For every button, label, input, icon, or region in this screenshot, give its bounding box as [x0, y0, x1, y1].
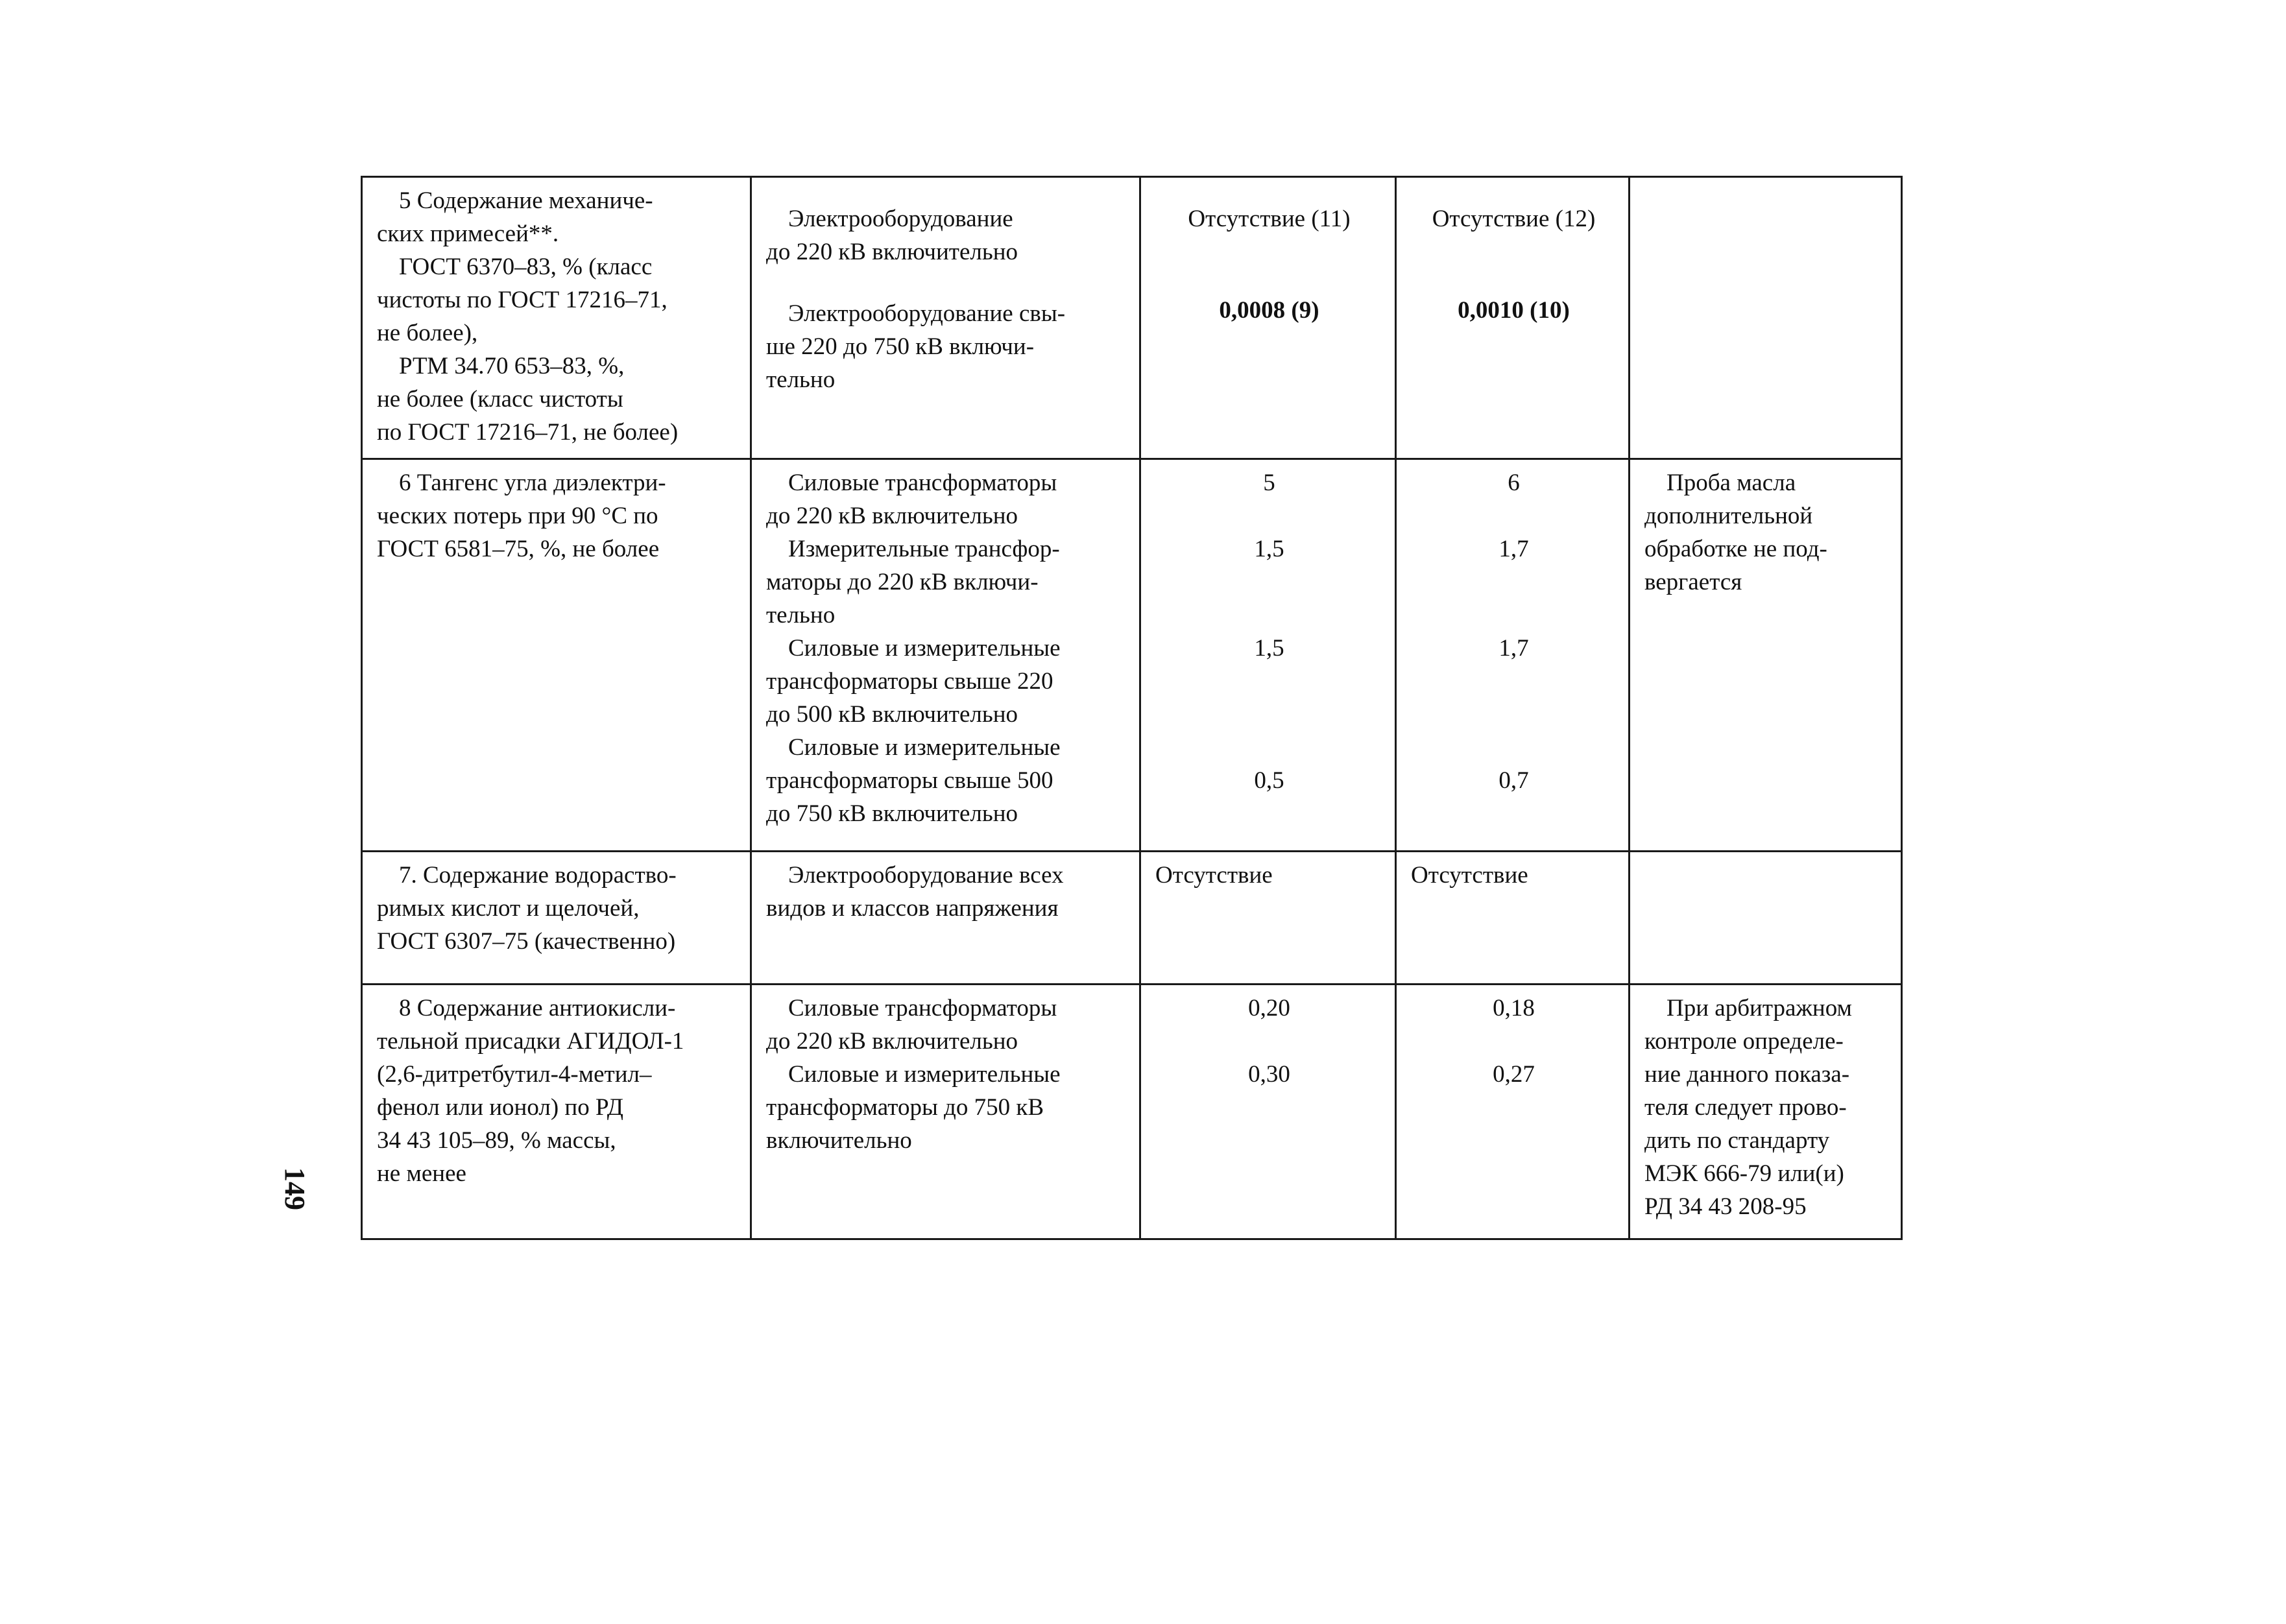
indicator-line: 7. Содержание водораство- — [399, 862, 677, 889]
value-b: 1,7 — [1498, 536, 1529, 562]
equipment-line: включительно — [766, 1127, 912, 1154]
note-line: При арбитражном — [1666, 995, 1852, 1021]
note-cell — [1630, 177, 1902, 459]
note-line: РД 34 43 208-95 — [1644, 1193, 1807, 1220]
equipment-cell — [751, 852, 1140, 985]
note-line: ние данного показа- — [1644, 1061, 1850, 1088]
equipment-line: до 220 кВ включительно — [766, 1028, 1018, 1055]
equipment-cell — [751, 985, 1140, 1239]
indicator-line: по ГОСТ 17216–71, не более) — [377, 419, 679, 446]
value-b: 1,7 — [1498, 635, 1529, 662]
equipment-line: Силовые трансформаторы — [788, 470, 1057, 496]
equipment-line: Электрооборудование свы- — [788, 300, 1066, 327]
equipment-line: Силовые трансформаторы — [788, 995, 1057, 1021]
indicator-cell — [362, 459, 751, 852]
equipment-cell — [751, 459, 1140, 852]
equipment-line: тельно — [766, 366, 836, 393]
value-a: Отсутствие — [1155, 862, 1273, 889]
equipment-line: маторы до 220 кВ включи- — [766, 569, 1039, 595]
indicator-line: тельной присадки АГИДОЛ-1 — [377, 1028, 684, 1055]
indicator-line: фенол или ионол) по РД — [377, 1094, 623, 1121]
equipment-line: Силовые и измерительные — [788, 734, 1061, 761]
equipment-line: Электрооборудование всех — [788, 862, 1064, 889]
equipment-line: трансформаторы свыше 220 — [766, 668, 1053, 695]
indicator-line: 6 Тангенс угла диэлектри- — [399, 470, 666, 496]
equipment-line: видов и классов напряжения — [766, 895, 1059, 922]
note-line: контроле определе- — [1644, 1028, 1844, 1055]
note-line: вергается — [1644, 569, 1742, 595]
value-a: 0,30 — [1248, 1061, 1290, 1088]
indicator-cell — [362, 985, 751, 1239]
note-line: дополнительной — [1644, 503, 1813, 529]
note-line: обработке не под- — [1644, 536, 1827, 562]
table-row — [362, 459, 1902, 852]
equipment-line: ше 220 до 750 кВ включи- — [766, 333, 1035, 360]
indicator-line: не более (класс чистоты — [377, 386, 623, 412]
value-cell-a — [1140, 985, 1396, 1239]
table-row — [362, 985, 1902, 1239]
value-a: 0,5 — [1254, 767, 1284, 794]
indicator-cell — [362, 177, 751, 459]
value-b: 0,0010 (10) — [1458, 297, 1570, 324]
oil-quality-table — [361, 176, 1903, 1240]
indicator-line: римых кислот и щелочей, — [377, 895, 640, 922]
value-a: 0,20 — [1248, 995, 1290, 1021]
indicator-line: не менее — [377, 1160, 466, 1187]
value-b: 0,18 — [1493, 995, 1535, 1021]
indicator-line: (2,6-дитретбутил-4-метил– — [377, 1061, 652, 1088]
value-a: Отсутствие (11) — [1188, 206, 1351, 232]
indicator-line: 5 Содержание механиче- — [399, 187, 653, 214]
indicator-cell — [362, 852, 751, 985]
equipment-line: тельно — [766, 602, 836, 628]
note-cell — [1630, 985, 1902, 1239]
value-a: 5 — [1263, 470, 1275, 496]
equipment-line: до 750 кВ включительно — [766, 800, 1018, 827]
value-cell-a — [1140, 852, 1396, 985]
equipment-line: до 220 кВ включительно — [766, 503, 1018, 529]
note-line: теля следует прово- — [1644, 1094, 1847, 1121]
value-cell-a — [1140, 459, 1396, 852]
equipment-line: Силовые и измерительные — [788, 1061, 1061, 1088]
note-line: Проба масла — [1666, 470, 1796, 496]
indicator-line: ГОСТ 6581–75, %, не более — [377, 536, 660, 562]
page-number: 149 — [279, 1167, 311, 1210]
table-row — [362, 852, 1902, 985]
value-cell-b — [1396, 459, 1630, 852]
equipment-line: Электрооборудование — [788, 206, 1013, 232]
equipment-line: трансформаторы до 750 кВ — [766, 1094, 1044, 1121]
equipment-line: до 220 кВ включительно — [766, 239, 1018, 265]
indicator-line: не более), — [377, 320, 478, 346]
value-cell-a — [1140, 177, 1396, 459]
equipment-line: Измерительные трансфор- — [788, 536, 1060, 562]
equipment-line: трансформаторы свыше 500 — [766, 767, 1053, 794]
value-b: 6 — [1508, 470, 1520, 496]
indicator-line: ГОСТ 6370–83, % (класс — [399, 254, 653, 280]
note-cell — [1630, 459, 1902, 852]
value-a: 0,0008 (9) — [1219, 297, 1319, 324]
value-a: 1,5 — [1254, 536, 1284, 562]
indicator-line: ческих потерь при 90 °С по — [377, 503, 658, 529]
value-b: 0,27 — [1493, 1061, 1535, 1088]
value-b: Отсутствие (12) — [1432, 206, 1596, 232]
value-b: 0,7 — [1498, 767, 1529, 794]
indicator-line: ГОСТ 6307–75 (качественно) — [377, 928, 676, 955]
value-a: 1,5 — [1254, 635, 1284, 662]
indicator-line: чистоты по ГОСТ 17216–71, — [377, 287, 668, 313]
note-cell — [1630, 852, 1902, 985]
indicator-line: 8 Содержание антиокисли- — [399, 995, 676, 1021]
equipment-cell — [751, 177, 1140, 459]
value-cell-b — [1396, 852, 1630, 985]
indicator-line: 34 43 105–89, % массы, — [377, 1127, 616, 1154]
value-cell-b — [1396, 985, 1630, 1239]
note-line: дить по стандарту — [1644, 1127, 1830, 1154]
table-row — [362, 177, 1902, 459]
value-b: Отсутствие — [1411, 862, 1528, 889]
equipment-line: до 500 кВ включительно — [766, 701, 1018, 728]
note-line: МЭК 666-79 или(и) — [1644, 1160, 1844, 1187]
equipment-line: Силовые и измерительные — [788, 635, 1061, 662]
value-cell-b — [1396, 177, 1630, 459]
indicator-line: ских примесей**. — [377, 221, 559, 247]
indicator-line: РТМ 34.70 653–83, %, — [399, 353, 625, 379]
